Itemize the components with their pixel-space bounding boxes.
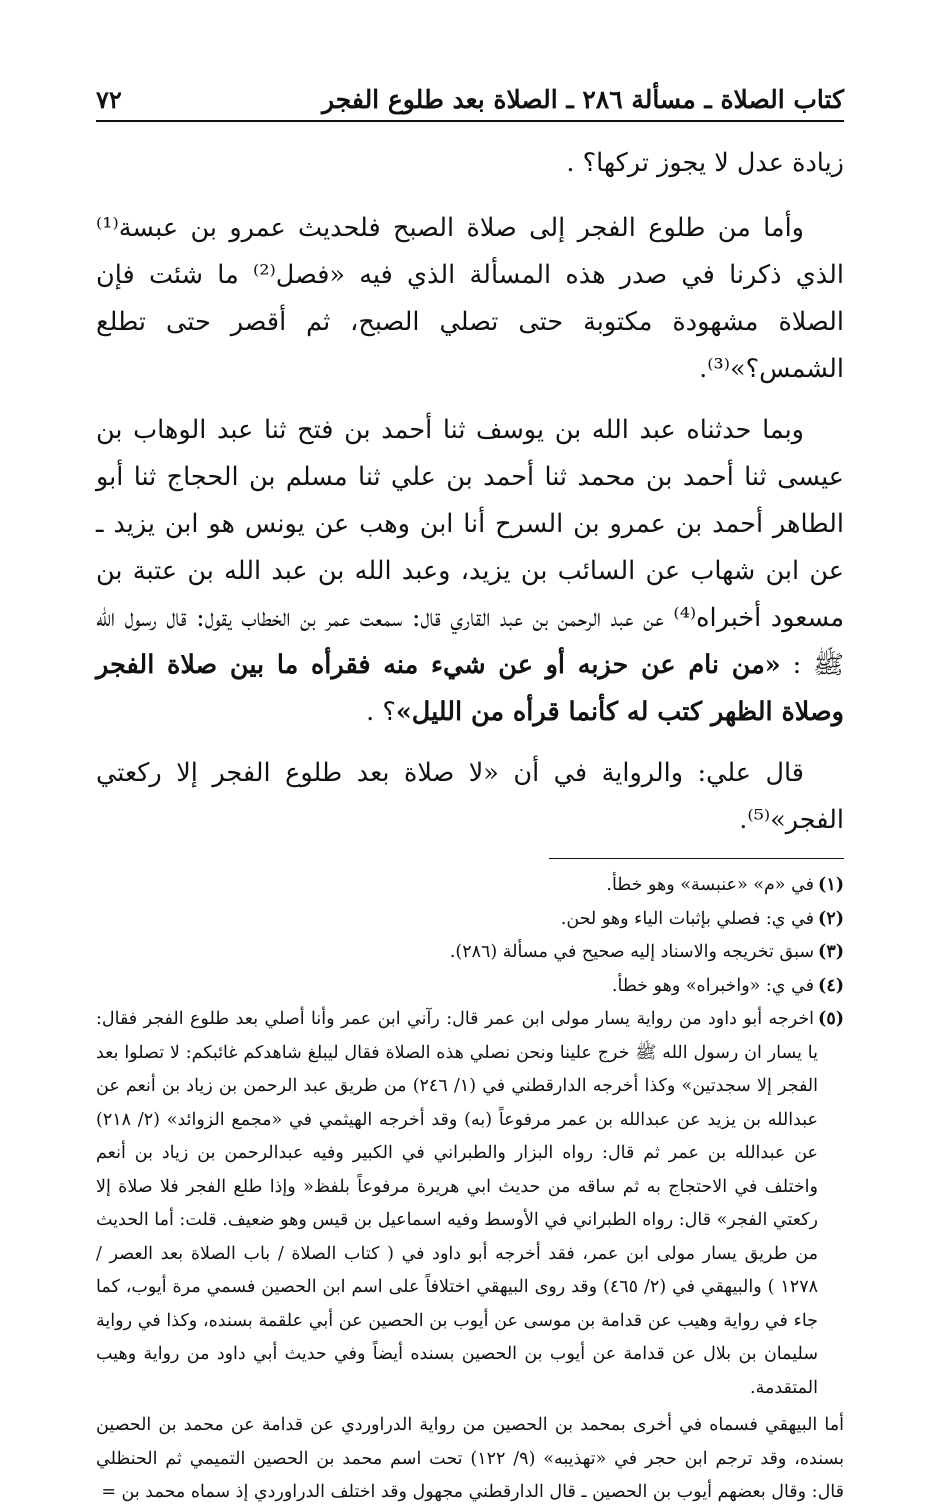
footnote-number: (٤): [818, 975, 844, 996]
footnote-divider: [549, 858, 844, 859]
footnote-5: [96, 1003, 844, 1405]
footnote-text: سبق تخريجه والاسناد إليه صحيح في مسألة (٢٨٦).: [449, 942, 815, 962]
footnote-number: (١): [818, 875, 844, 895]
paragraph-4: قال علي: والرواية في أن «لا صلاة بعد طلوع الفجر إلا ركعتي الفجر»⁽⁵⁾.: [96, 758, 844, 835]
footnote-2: [96, 903, 844, 937]
footnote-continuation: أما البيهقي فسماه في أخرى بمحمد بن الحصين من رواية الدراوردي عن قدامة عن محمد بن الحصين بسنده، وقد ترجم ابن حجر في «تهذيبه» (٩/ ١٢٢) تحت اسم محمد بن الحصين التميمي ثم الحنظلي قال: وقال بعضهم أيوب بن الحصين ـ قال الدارقطني مجهول وقد اختلف الدراوردي إذ سماه محمد بن =: [96, 1415, 844, 1502]
footnote-3: [96, 936, 844, 970]
paragraph-3-end: ؟ .: [366, 697, 396, 727]
footnote-number: (٢): [818, 908, 844, 929]
footnote-1: [96, 869, 844, 903]
footnote-4: [96, 970, 844, 1004]
paragraph-3: [96, 407, 844, 736]
footnotes: [96, 869, 844, 1510]
footnote-text: في ي: فصلي بإثبات الياء وهو لحن.: [560, 908, 815, 929]
footnote-text: اخرجه أبو داود من رواية يسار مولى ابن عمر قال: رآني ابن عمر وأنا أصلي بعد طلوع الفجر فقال: يا يسار ان رسول الله ﷺ خرج علينا ونحن نصلي هذه الصلاة فقال ليبلغ شاهدكم غائبكم: لا تصلوا بعد الفجر إلا سجدتين» وكذا أخرجه الدارقطني في (١/ ٢٤٦) من طريق عبد الرحمن بن زياد بن أنعم عن عبدالله بن يزيد عن عبدالله بن عمر مرفوعاً (به) وقد أخرجه الهيثمي في «مجمع الزوائد» (٢/ ٢١٨) عن عبدالله بن عمر ثم قال: رواه البزار والطبراني في الكبير وفيه عبدالرحمن بن زياد بن أنعم واختلف في الاحتجاج به ثم ساقه من حديث ابي هريرة مرفوعاً بلفظ« وإذا طلع الفجر فلا صلاة إلا ركعتي الفجر» قال: رواه الطبراني في الأوسط وفيه اسماعيل بن قيس وهو ضعيف. قلت: أما الحديث من طريق يسار مولى ابن عمر، فقد أخرجه أبو داود في ( كتاب الصلاة / باب الصلاة بعد العصر / ١٢٧٨ ) والبيهقي في (٢/ ٤٦٥) وقد روى البيهقي اختلافاً على اسم ابن الحصين فسمي مرة أيوب، كما جاء في رواية وهيب عن قدامة بن موسى عن أيوب بن الحصين عن أبي علقمة بسنده، وكذا في رواية سليمان بن بلال عن قدامة عن أيوب بن الحصين بسنده أيضاً وفي حديث أبي داود من رواية وهيب المتقدمة.: [96, 1009, 818, 1398]
main-text: [96, 140, 844, 844]
hadith-quote: «من نام عن حزبه أو عن شيء منه فقرأه ما بين صلاة الفجر وصلاة الظهر كتب له كأنما قرأه من الليل»: [96, 650, 844, 727]
paragraph-3-text: وبما حدثناه عبد الله بن يوسف ثنا أحمد بن فتح ثنا عبد الوهاب بن عيسى ثنا أحمد بن محمد ثنا أحمد بن علي ثنا مسلم بن الحجاج ثنا أبو الطاهر أحمد بن عمرو بن السرح أنا ابن وهب عن يونس هو ابن يزيد ـ عن ابن شهاب عن السائب بن يزيد، وعبد الله بن عبد الله بن عتبة بن مسعود أخبراه⁽⁴⁾ عن عبد الرحمن بن عبد القاري قال: سمعت عمر بن الخطاب يقول: قال رسول الله ﷺ :: [96, 415, 845, 680]
page-number: ٧٢: [96, 85, 122, 114]
footnote-text: في ي: «واخبراه» وهو خطأ.: [611, 975, 815, 996]
page-header: [96, 70, 844, 122]
footnote-number: (٥): [818, 1009, 844, 1029]
footnote-number: (٣): [818, 942, 844, 962]
paragraph-1: زيادة عدل لا يجوز تركها؟ .: [566, 148, 844, 178]
running-title: كتاب الصلاة ـ مسألة ٢٨٦ ـ الصلاة بعد طلوع الفجر: [321, 85, 844, 114]
footnote-text: في «م» «عنبسة» وهو خطأ.: [606, 875, 815, 895]
paragraph-2: وأما من طلوع الفجر إلى صلاة الصبح فلحديث عمرو بن عبسة⁽¹⁾ الذي ذكرنا في صدر هذه المسألة الذي فيه «فصل⁽²⁾ ما شئت فإن الصلاة مشهودة مكتوبة حتى تصلي الصبح، ثم أقصر حتى تطلع الشمس؟»⁽³⁾.: [96, 213, 844, 384]
